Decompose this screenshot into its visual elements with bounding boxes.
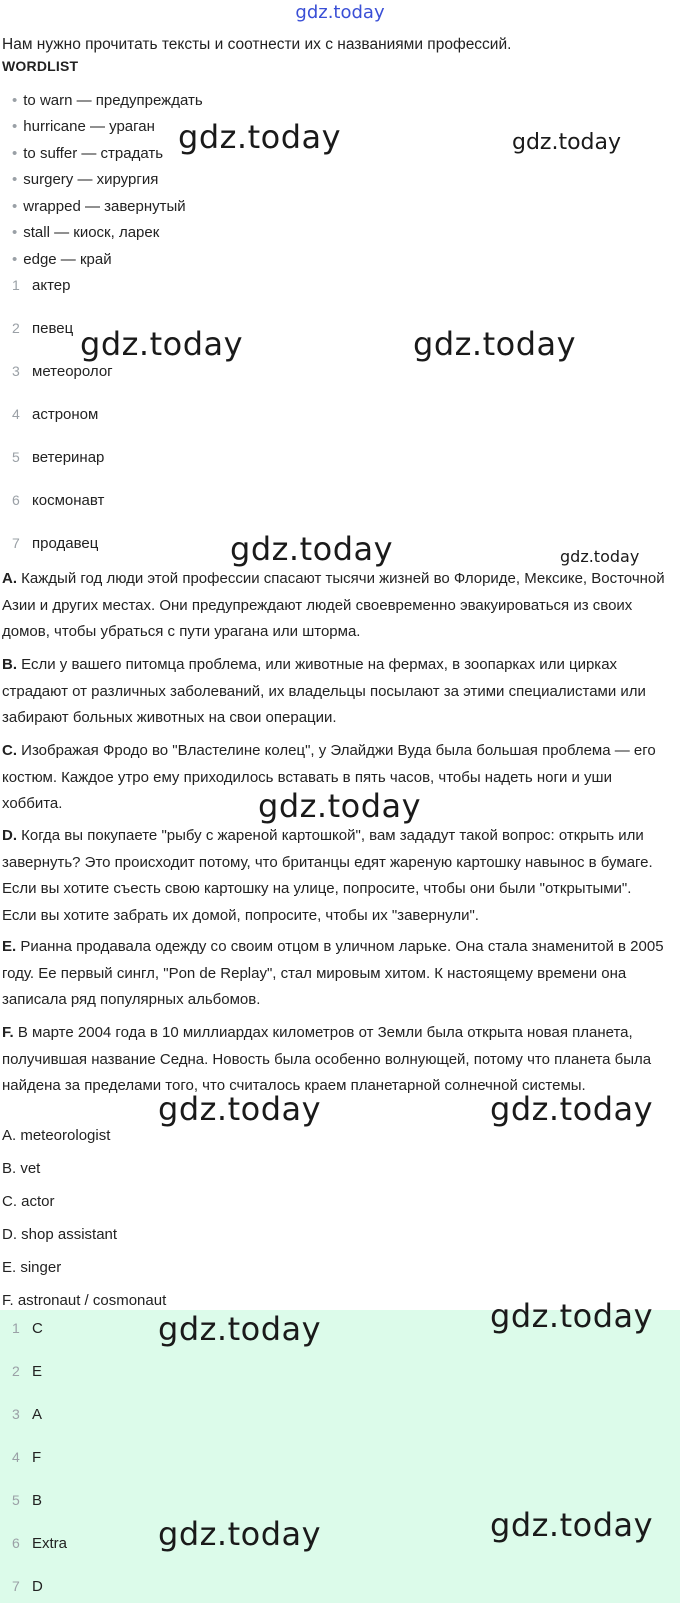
bullet-icon: • bbox=[12, 145, 18, 162]
wordlist-title: WORDLIST bbox=[2, 58, 79, 74]
watermark-text: gdz.today bbox=[512, 130, 622, 155]
answer-line: A. meteorologist bbox=[2, 1127, 111, 1144]
wordlist-item: • wrapped — завернутый bbox=[12, 198, 186, 215]
answer-line: B. vet bbox=[2, 1160, 41, 1177]
bullet-icon: • bbox=[12, 251, 18, 268]
wordlist-item: • to suffer — страдать bbox=[12, 145, 164, 162]
text-paragraph: A. Каждый год люди этой профессии спасают тысячи жизней во Флориде, Мексике, Восточной Азии и других местах. Они предупреждают людей своевременно эвакуироваться из своих домов, чтобы убраться с пути урагана или шторма. bbox=[2, 570, 665, 640]
watermark-text: gdz.today bbox=[490, 1090, 654, 1128]
answer-key-box bbox=[0, 1310, 680, 1603]
wordlist-item: • surgery — хирургия bbox=[12, 171, 159, 188]
wordlist-item: • hurricane — ураган bbox=[12, 118, 155, 135]
watermark-text: gdz.today bbox=[560, 547, 640, 566]
watermark-text: gdz.today bbox=[258, 787, 422, 825]
text-paragraph: F. В марте 2004 года в 10 миллиардах километров от Земли была открыта новая планета, получившая название Седна. Новость была особенно волнующей, потому что планета была найдена за пределами того, что считалось краем планетарной солнечной системы. bbox=[2, 1024, 652, 1094]
profession-item: 3 метеоролог bbox=[12, 363, 113, 380]
top-watermark: gdz.today bbox=[295, 2, 385, 23]
bullet-icon: • bbox=[12, 118, 18, 135]
answer-key-item: 6 Extra bbox=[12, 1535, 68, 1552]
answer-key-item: 3 A bbox=[12, 1406, 43, 1423]
bullet-icon: • bbox=[12, 92, 18, 109]
watermark-text: gdz.today bbox=[80, 325, 244, 363]
watermark-text: gdz.today bbox=[158, 1090, 322, 1128]
watermark-text: gdz.today bbox=[158, 1310, 322, 1348]
text-paragraph: C. Изображая Фродо во "Властелине колец", у Элайджи Вуда была большая проблема — его костюм. Каждое утро ему приходилось вставать в пять часов, чтобы надеть ноги и уши хоббита. bbox=[2, 742, 656, 812]
watermark-text: gdz.today bbox=[490, 1297, 654, 1335]
text-paragraph: E. Рианна продавала одежду со своим отцом в уличном ларьке. Она стала знаменитой в 2005 году. Ее первый сингл, "Pon de Replay", стал мировым хитом. К настоящему времени она записала ряд популярных альбомов. bbox=[2, 938, 664, 1008]
watermark-text: gdz.today bbox=[178, 118, 342, 156]
intro-text: Нам нужно прочитать тексты и соотнести их с названиями профессий. bbox=[2, 36, 512, 53]
bullet-icon: • bbox=[12, 224, 18, 241]
wordlist-item: • to warn — предупреждать bbox=[12, 92, 203, 109]
profession-item: 7 продавец bbox=[12, 535, 99, 552]
watermark-text: gdz.today bbox=[230, 530, 394, 568]
profession-item: 4 астроном bbox=[12, 406, 99, 423]
wordlist-item: • stall — киоск, ларек bbox=[12, 224, 160, 241]
profession-item: 2 певец bbox=[12, 320, 74, 337]
profession-item: 1 актер bbox=[12, 277, 71, 294]
answer-line: D. shop assistant bbox=[2, 1226, 118, 1243]
answer-line: C. actor bbox=[2, 1193, 55, 1210]
bullet-icon: • bbox=[12, 171, 18, 188]
watermark-text: gdz.today bbox=[158, 1515, 322, 1553]
wordlist-item: • edge — край bbox=[12, 251, 112, 268]
answer-line: F. astronaut / cosmonaut bbox=[2, 1292, 167, 1309]
answer-key-item: 4 F bbox=[12, 1449, 42, 1466]
answer-key-item: 7 D bbox=[12, 1578, 43, 1595]
answer-key-item: 1 C bbox=[12, 1320, 43, 1337]
answer-key-item: 5 B bbox=[12, 1492, 43, 1509]
watermark-text: gdz.today bbox=[413, 325, 577, 363]
answer-key-item: 2 E bbox=[12, 1363, 43, 1380]
watermark-text: gdz.today bbox=[490, 1506, 654, 1544]
profession-item: 5 ветеринар bbox=[12, 449, 105, 466]
answer-line: E. singer bbox=[2, 1259, 62, 1276]
text-paragraph: D. Когда вы покупаете "рыбу с жареной картошкой", вам зададут такой вопрос: открыть или завернуть? Это происходит потому, что британцы едят жареную картошку навынос в бумаге. Если вы хотите съесть свою картошку на улице, попросите, чтобы они были "открытыми". Если вы хотите забрать их домой, попросите, чтобы их "завернули". bbox=[2, 827, 653, 924]
bullet-icon: • bbox=[12, 198, 18, 215]
text-paragraph: B. Если у вашего питомца проблема, или животные на фермах, в зоопарках или цирках страдают от различных заболеваний, их владельцы посылают за этими специалистами или забирают больных животных на свои операции. bbox=[2, 656, 646, 726]
profession-item: 6 космонавт bbox=[12, 492, 105, 509]
